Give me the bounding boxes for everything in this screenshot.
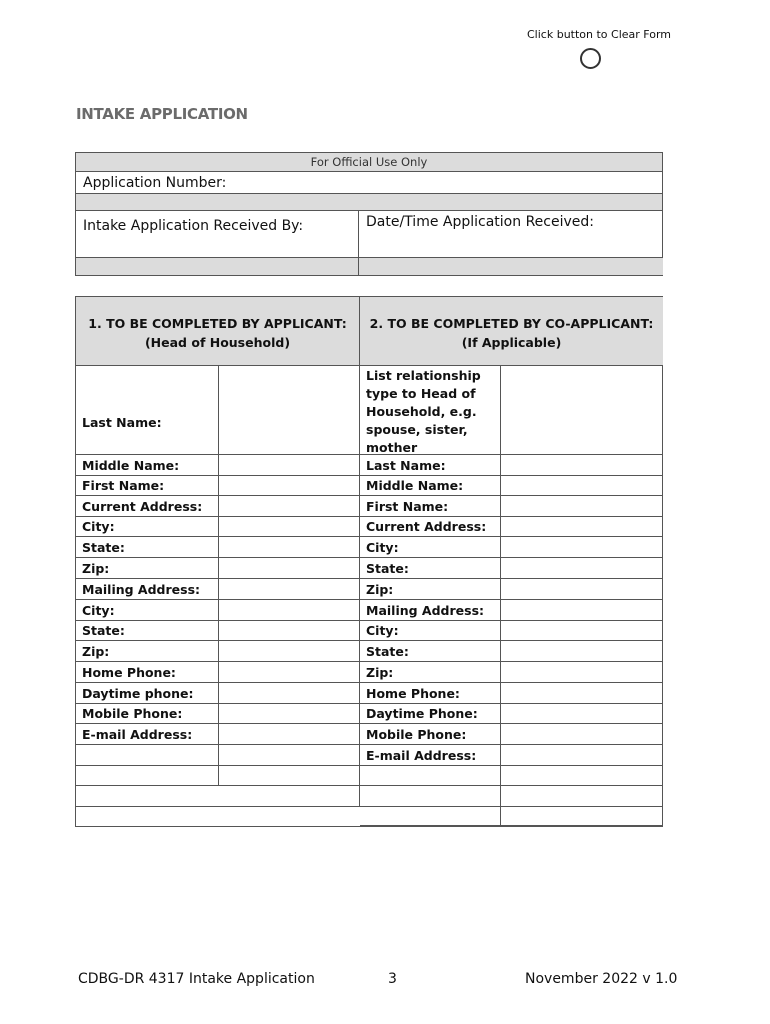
co-applicant-field-input[interactable] bbox=[501, 724, 663, 745]
official-use-table bbox=[75, 152, 663, 276]
applicant-field-label bbox=[76, 745, 219, 766]
co-applicant-field-input[interactable] bbox=[501, 807, 663, 826]
page-title: INTAKE APPLICATION bbox=[76, 105, 248, 123]
co-applicant-field-label: Zip: bbox=[360, 579, 501, 600]
applicant-field-input[interactable] bbox=[219, 537, 360, 558]
applicant-field-label: Daytime phone: bbox=[76, 683, 219, 704]
applicant-field-input[interactable] bbox=[219, 766, 360, 786]
co-applicant-field-input[interactable] bbox=[501, 786, 663, 807]
applicant-field-label: Mailing Address: bbox=[76, 579, 219, 600]
co-applicant-field-input[interactable] bbox=[501, 641, 663, 662]
applicant-field-input[interactable] bbox=[219, 641, 360, 662]
applicant-field-label bbox=[76, 786, 360, 807]
co-applicant-field-label: Mailing Address: bbox=[360, 600, 501, 621]
co-applicant-field-input[interactable] bbox=[501, 558, 663, 579]
applicant-field-input[interactable] bbox=[219, 704, 360, 724]
co-applicant-field-input[interactable] bbox=[501, 745, 663, 766]
co-applicant-field-input[interactable] bbox=[501, 579, 663, 600]
applicant-field-input[interactable] bbox=[219, 621, 360, 641]
footer-document-name: CDBG-DR 4317 Intake Application bbox=[78, 971, 315, 987]
co-applicant-field-label: State: bbox=[360, 558, 501, 579]
applicant-field-label: City: bbox=[76, 517, 219, 537]
co-applicant-field-input[interactable] bbox=[501, 476, 663, 496]
applicant-field-input[interactable] bbox=[219, 558, 360, 579]
applicant-field-input[interactable] bbox=[219, 455, 360, 476]
applicant-field-label: First Name: bbox=[76, 476, 219, 496]
applicant-table bbox=[75, 296, 663, 827]
applicant-field-label bbox=[76, 766, 219, 786]
co-applicant-field-input[interactable] bbox=[501, 766, 663, 786]
co-applicant-section-title: 2. TO BE COMPLETED BY CO-APPLICANT: bbox=[369, 316, 654, 331]
applicant-field-label: Home Phone: bbox=[76, 662, 219, 683]
applicant-field-label: City: bbox=[76, 600, 219, 621]
applicant-field-label: State: bbox=[76, 621, 219, 641]
co-applicant-field-label: Home Phone: bbox=[360, 683, 501, 704]
applicant-section-header bbox=[76, 297, 360, 366]
co-applicant-field-label bbox=[360, 766, 501, 786]
clear-form-button[interactable] bbox=[580, 48, 601, 69]
co-applicant-field-input[interactable] bbox=[501, 517, 663, 537]
applicant-field-label: E-mail Address: bbox=[76, 724, 219, 745]
co-applicant-field-input[interactable] bbox=[501, 704, 663, 724]
applicant-field-input[interactable] bbox=[219, 496, 360, 517]
applicant-field-label: Zip: bbox=[76, 558, 219, 579]
applicant-field-input[interactable] bbox=[219, 683, 360, 704]
applicant-field-input[interactable] bbox=[219, 517, 360, 537]
co-applicant-field-label: City: bbox=[360, 621, 501, 641]
co-applicant-field-label: Daytime Phone: bbox=[360, 704, 501, 724]
co-applicant-field-label bbox=[360, 786, 501, 807]
applicant-field-label: Last Name: bbox=[76, 366, 219, 455]
applicant-field-label: Mobile Phone: bbox=[76, 704, 219, 724]
applicant-section-title: 1. TO BE COMPLETED BY APPLICANT: bbox=[88, 316, 347, 331]
footer-page-number: 3 bbox=[388, 971, 397, 987]
official-use-header: For Official Use Only bbox=[76, 153, 662, 172]
co-applicant-field-input[interactable] bbox=[501, 683, 663, 704]
co-applicant-field-label: Middle Name: bbox=[360, 476, 501, 496]
application-number-field[interactable]: Application Number: bbox=[76, 172, 662, 194]
co-applicant-field-label: State: bbox=[360, 641, 501, 662]
official-shaded-cell-right bbox=[359, 258, 663, 275]
applicant-field-input[interactable] bbox=[219, 745, 360, 766]
applicant-field-input[interactable] bbox=[219, 724, 360, 745]
applicant-section-subtitle: (Head of Household) bbox=[144, 335, 291, 350]
co-applicant-field-label: Mobile Phone: bbox=[360, 724, 501, 745]
received-by-field[interactable]: Intake Application Received By: bbox=[76, 211, 359, 258]
co-applicant-field-input[interactable] bbox=[501, 537, 663, 558]
co-applicant-field-input[interactable] bbox=[501, 621, 663, 641]
co-applicant-field-input[interactable] bbox=[501, 600, 663, 621]
date-time-received-field[interactable]: Date/Time Application Received: bbox=[359, 211, 663, 258]
official-shaded-cell-left bbox=[76, 258, 359, 275]
co-applicant-field-label: Zip: bbox=[360, 662, 501, 683]
co-applicant-field-input[interactable] bbox=[501, 662, 663, 683]
applicant-field-input[interactable] bbox=[219, 476, 360, 496]
applicant-field-input[interactable] bbox=[219, 662, 360, 683]
applicant-field-label: Middle Name: bbox=[76, 455, 219, 476]
applicant-field-input[interactable] bbox=[219, 600, 360, 621]
clear-form-label: Click button to Clear Form bbox=[527, 28, 671, 41]
co-applicant-section-header bbox=[360, 297, 663, 366]
co-applicant-field-label: List relationship type to Head of Household, e.g. spouse, sister, mother bbox=[360, 366, 501, 455]
applicant-field-label: Zip: bbox=[76, 641, 219, 662]
co-applicant-field-label: Current Address: bbox=[360, 517, 501, 537]
co-applicant-field-input[interactable] bbox=[501, 496, 663, 517]
applicant-field-label: State: bbox=[76, 537, 219, 558]
co-applicant-field-input[interactable] bbox=[501, 366, 663, 455]
co-applicant-field-input[interactable] bbox=[501, 455, 663, 476]
applicant-field-label: Current Address: bbox=[76, 496, 219, 517]
footer-version: November 2022 v 1.0 bbox=[525, 971, 678, 987]
co-applicant-field-label: Last Name: bbox=[360, 455, 501, 476]
applicant-field-input[interactable] bbox=[219, 366, 360, 455]
applicant-field-input[interactable] bbox=[219, 579, 360, 600]
co-applicant-section-subtitle: (If Applicable) bbox=[461, 335, 562, 350]
co-applicant-field-label bbox=[360, 807, 501, 826]
co-applicant-field-label: City: bbox=[360, 537, 501, 558]
co-applicant-field-label: First Name: bbox=[360, 496, 501, 517]
co-applicant-field-label: E-mail Address: bbox=[360, 745, 501, 766]
official-shaded-row bbox=[76, 194, 662, 211]
